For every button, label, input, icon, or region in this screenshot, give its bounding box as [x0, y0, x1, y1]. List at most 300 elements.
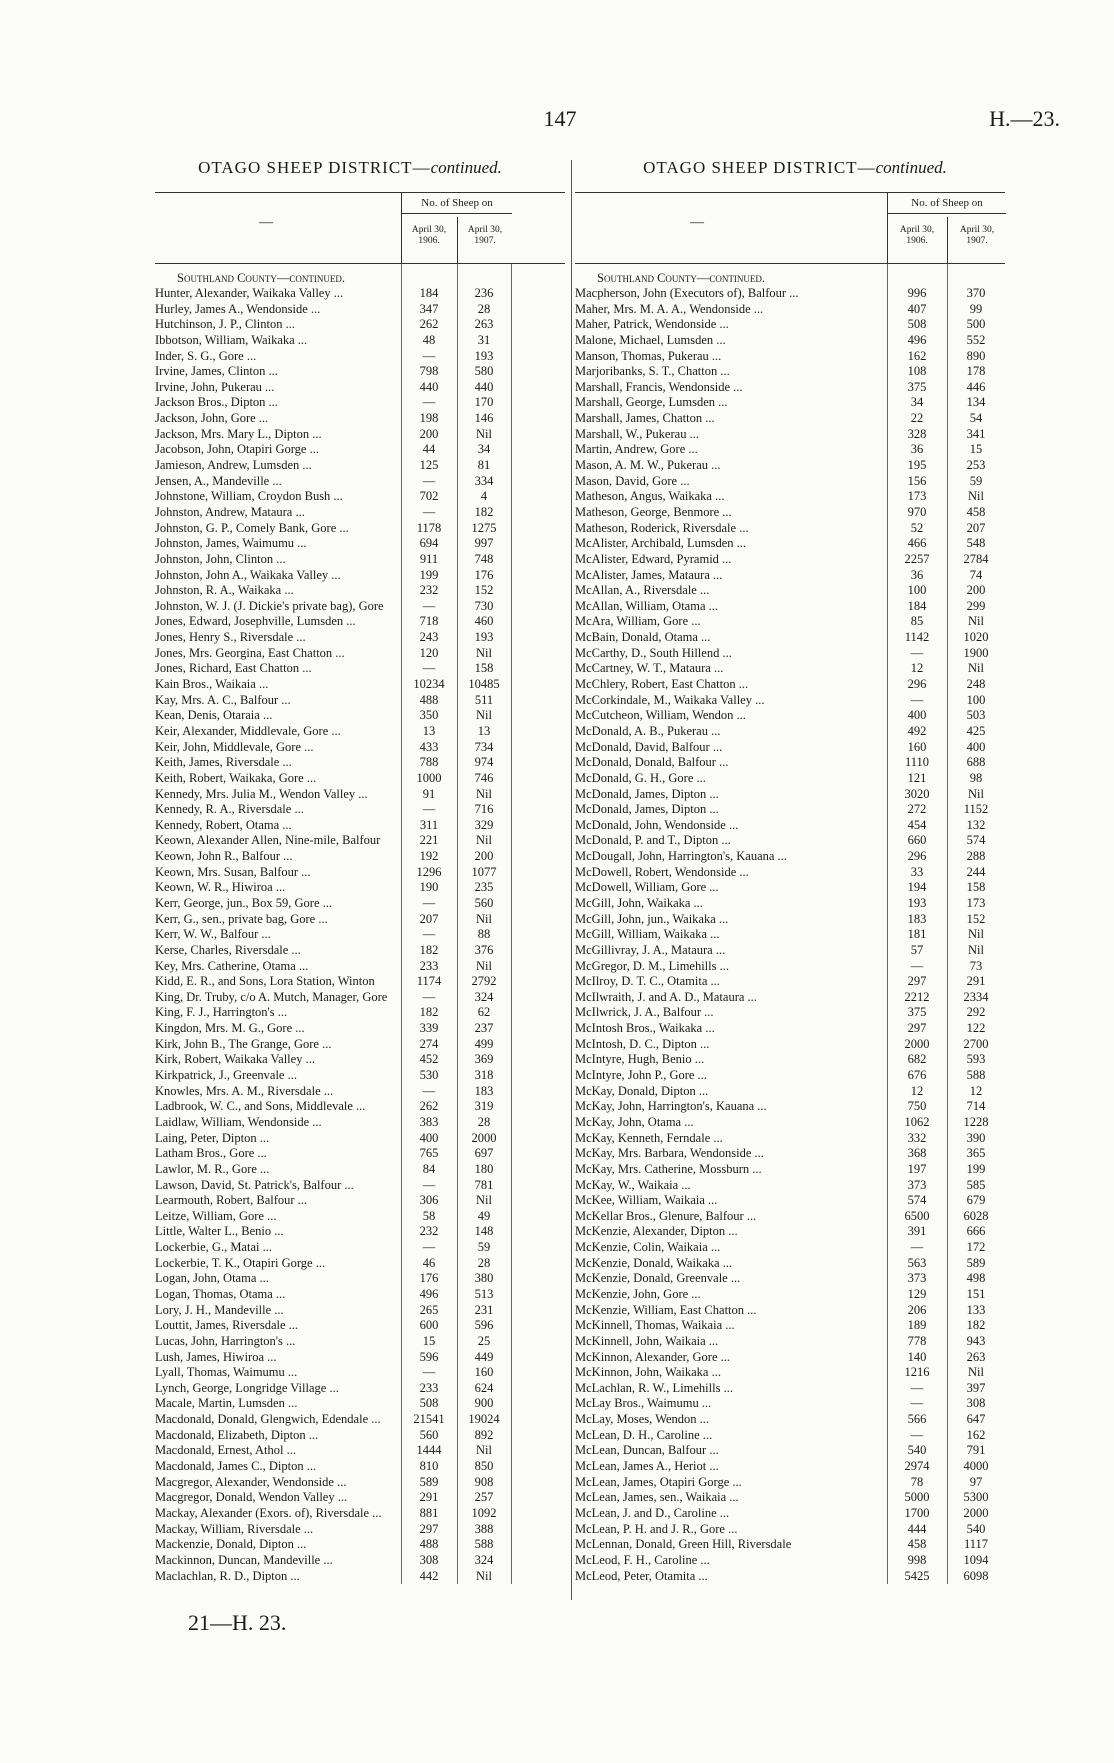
row-name: McIlwraith, J. and A. D., Mataura ... [575, 989, 757, 1004]
row-name: McKay, John, Harrington's, Kauana ... [575, 1099, 767, 1114]
table-row [155, 1052, 565, 1068]
row-name: McDonald, Donald, Balfour ... [575, 755, 729, 770]
right-table-body [575, 264, 1005, 1584]
row-name: Maher, Patrick, Wendonside ... [575, 317, 729, 332]
table-row [155, 1037, 565, 1053]
row-name: Maher, Mrs. M. A. A., Wendonside ... [575, 301, 764, 316]
row-value-1907: 714 [966, 1099, 986, 1114]
row-value-1907: 183 [474, 1083, 494, 1098]
row-value-1906: 308 [419, 1552, 439, 1567]
row-name: McGillivray, J. A., Mataura ... [575, 942, 726, 957]
table-row [575, 442, 1005, 458]
table-row [155, 1428, 565, 1444]
row-value-1907: 380 [474, 1271, 494, 1286]
table-row [575, 1553, 1005, 1569]
row-value-1906: 233 [419, 1380, 439, 1395]
row-name: McGregor, D. M., Limehills ... [575, 958, 729, 973]
row-value-1907: 292 [966, 1005, 986, 1020]
row-name: McKinnon, John, Waikaka ... [575, 1365, 721, 1380]
table-row [155, 1271, 565, 1287]
table-row [575, 1162, 1005, 1178]
row-value-1907: 589 [966, 1255, 986, 1270]
row-name: Jamieson, Andrew, Lumsden ... [155, 458, 312, 473]
row-value-1906: 120 [419, 645, 439, 660]
row-value-1906: 2974 [904, 1459, 930, 1474]
row-name: Logan, John, Otama ... [155, 1271, 269, 1286]
right-vline-2 [947, 264, 948, 1584]
table-row [155, 568, 565, 584]
row-name: McKay, John, Otama ... [575, 1114, 694, 1129]
table-row [575, 1052, 1005, 1068]
row-value-1907: 781 [474, 1177, 494, 1192]
row-value-1906: — [910, 645, 924, 660]
row-value-1906: 207 [419, 911, 439, 926]
row-value-1906: 297 [419, 1521, 439, 1536]
row-name: Kirk, John B., The Grange, Gore ... [155, 1036, 332, 1051]
row-name: McKee, William, Waikaia ... [575, 1193, 718, 1208]
row-value-1907: 943 [966, 1333, 986, 1348]
row-value-1907: 890 [966, 348, 986, 363]
row-value-1907: 2334 [963, 989, 989, 1004]
row-value-1906: 765 [419, 1146, 439, 1161]
row-value-1907: 449 [474, 1349, 494, 1364]
row-value-1907: 1117 [963, 1537, 989, 1552]
row-value-1906: 184 [419, 286, 439, 300]
row-value-1906: 58 [422, 1208, 436, 1223]
row-value-1907: 54 [969, 411, 983, 426]
row-name: McKinnell, Thomas, Waikaia ... [575, 1318, 735, 1333]
left-col2-header: April 30, 1907. [467, 225, 503, 246]
row-value-1907: 2700 [963, 1036, 989, 1051]
row-value-1906: 373 [907, 1271, 927, 1286]
row-value-1907: 498 [966, 1271, 986, 1286]
row-value-1907: 647 [966, 1412, 986, 1427]
row-value-1906: 129 [907, 1287, 927, 1301]
row-name: McDonald, P. and T., Dipton ... [575, 833, 731, 848]
row-value-1906: 189 [907, 1318, 927, 1333]
table-row [155, 1240, 565, 1256]
row-value-1906: — [422, 1083, 436, 1098]
table-row [575, 1490, 1005, 1506]
table-row [155, 1412, 565, 1428]
table-row [155, 521, 565, 537]
row-name: McKenzie, Donald, Waikaka ... [575, 1255, 733, 1270]
left-rows [155, 286, 565, 1584]
table-row [155, 959, 565, 975]
table-row [575, 317, 1005, 333]
row-value-1907: 588 [474, 1537, 494, 1552]
row-value-1906: 194 [907, 880, 927, 895]
table-row [575, 1131, 1005, 1147]
row-name: McLean, J. and D., Caroline ... [575, 1505, 730, 1520]
row-value-1906: 1142 [904, 630, 930, 645]
table-row [575, 1099, 1005, 1115]
table-row [155, 661, 565, 677]
table-row [155, 427, 565, 443]
row-value-1906: 78 [910, 1474, 924, 1489]
row-value-1907: 5300 [963, 1490, 989, 1505]
row-name: McKenzie, Colin, Waikaia ... [575, 1240, 721, 1255]
row-value-1907: 1092 [471, 1505, 497, 1520]
row-value-1906: 375 [907, 1005, 927, 1020]
table-row [575, 927, 1005, 943]
row-value-1906: 33 [910, 864, 924, 879]
table-row [575, 1475, 1005, 1491]
table-row [155, 302, 565, 318]
left-title-suffix: continued. [430, 158, 502, 177]
row-value-1907: 324 [474, 1552, 494, 1567]
row-value-1906: 589 [419, 1474, 439, 1489]
row-name: Latham Bros., Gore ... [155, 1146, 267, 1161]
row-value-1907: 624 [474, 1380, 494, 1395]
row-value-1906: 184 [907, 598, 927, 613]
table-row [575, 974, 1005, 990]
row-value-1906: — [422, 598, 436, 613]
row-name: McCorkindale, M., Waikaka Valley ... [575, 692, 765, 707]
row-value-1907: Nil [476, 786, 492, 801]
row-name: Kennedy, Robert, Otama ... [155, 817, 292, 832]
row-value-1907: 172 [966, 1240, 986, 1255]
row-value-1907: 133 [966, 1302, 986, 1317]
table-row [575, 849, 1005, 865]
row-value-1906: 694 [419, 536, 439, 551]
row-value-1906: 121 [907, 770, 927, 785]
table-row [575, 943, 1005, 959]
row-name: Matheson, Roderick, Riversdale ... [575, 520, 749, 535]
row-value-1906: 34 [910, 395, 924, 410]
row-value-1907: 25 [477, 1333, 491, 1348]
row-name: McGill, John, jun., Waikaka ... [575, 911, 729, 926]
table-row [155, 1553, 565, 1569]
row-value-1907: 158 [966, 880, 986, 895]
row-name: Johnston, John A., Waikaka Valley ... [155, 567, 341, 582]
row-value-1906: 272 [907, 802, 927, 817]
row-value-1906: 192 [419, 849, 439, 864]
row-value-1906: 2257 [904, 551, 930, 566]
table-row [155, 802, 565, 818]
row-value-1907: 446 [966, 379, 986, 394]
row-value-1906: 600 [419, 1318, 439, 1333]
table-row [155, 1209, 565, 1225]
row-value-1907: 73 [969, 958, 983, 973]
left-vline-1 [401, 264, 402, 1584]
row-value-1907: 28 [477, 1255, 491, 1270]
row-name: Jacobson, John, Otapiri Gorge ... [155, 442, 319, 457]
table-row [155, 927, 565, 943]
row-name: Kennedy, Mrs. Julia M., Wendon Valley ... [155, 786, 368, 801]
row-name: Jackson, Mrs. Mary L., Dipton ... [155, 426, 322, 441]
table-row [155, 1334, 565, 1350]
row-value-1906: — [910, 1396, 924, 1411]
right-rows [575, 286, 1005, 1584]
row-name: Leitze, William, Gore ... [155, 1208, 277, 1223]
row-value-1906: — [910, 1427, 924, 1442]
row-name: King, Dr. Truby, c/o A. Mutch, Manager, Gore [155, 989, 388, 1004]
row-value-1907: 200 [474, 849, 494, 864]
row-name: McKenzie, Alexander, Dipton ... [575, 1224, 738, 1239]
row-value-1907: 81 [477, 458, 491, 473]
table-row [575, 693, 1005, 709]
row-name: McGill, William, Waikaka ... [575, 927, 720, 942]
table-row [575, 1021, 1005, 1037]
table-row [155, 1569, 565, 1585]
row-name: McKinnon, Alexander, Gore ... [575, 1349, 731, 1364]
row-name: Kay, Mrs. A. C., Balfour ... [155, 692, 291, 707]
row-value-1906: 540 [907, 1443, 927, 1458]
row-value-1907: 15 [969, 442, 983, 457]
table-row [575, 536, 1005, 552]
row-name: McKay, Donald, Dipton ... [575, 1083, 709, 1098]
row-value-1907: 59 [477, 1240, 491, 1255]
table-row [575, 1209, 1005, 1225]
table-row [155, 614, 565, 630]
table-row [575, 1334, 1005, 1350]
right-title-main: OTAGO SHEEP DISTRICT— [643, 158, 876, 177]
row-name: Lawson, David, St. Patrick's, Balfour ... [155, 1177, 354, 1192]
table-row [155, 505, 565, 521]
row-value-1907: 734 [474, 739, 494, 754]
row-value-1907: 458 [966, 504, 986, 519]
row-value-1906: 262 [419, 317, 439, 332]
table-row [575, 1084, 1005, 1100]
table-row [155, 1459, 565, 1475]
row-name: Jones, Mrs. Georgina, East Chatton ... [155, 645, 345, 660]
row-value-1906: 36 [910, 442, 924, 457]
right-name-header: — [690, 215, 704, 230]
row-value-1906: 496 [419, 1287, 439, 1301]
row-value-1907: 98 [969, 770, 983, 785]
row-name: Keith, James, Riversdale ... [155, 755, 292, 770]
row-value-1907: 291 [966, 974, 986, 989]
row-value-1907: 500 [966, 317, 986, 332]
row-value-1907: 746 [474, 770, 494, 785]
row-name: McIlwrick, J. A., Balfour ... [575, 1005, 714, 1020]
table-row [575, 1287, 1005, 1303]
row-name: Keir, Alexander, Middlevale, Gore ... [155, 723, 341, 738]
table-row [155, 724, 565, 740]
row-value-1906: 91 [422, 786, 436, 801]
row-value-1907: 329 [474, 817, 494, 832]
row-name: McCutcheon, William, Wendon ... [575, 708, 746, 723]
row-name: Keir, John, Middlevale, Gore ... [155, 739, 314, 754]
row-name: McLennan, Donald, Green Hill, Riversdale [575, 1537, 792, 1552]
table-row [575, 349, 1005, 365]
row-name: McLay Bros., Waimumu ... [575, 1396, 712, 1411]
row-value-1906: 156 [907, 473, 927, 488]
row-name: Macpherson, John (Executors of), Balfour ... [575, 286, 799, 300]
table-row [575, 505, 1005, 521]
table-row [575, 880, 1005, 896]
table-row [155, 1224, 565, 1240]
row-name: McKenzie, William, East Chatton ... [575, 1302, 757, 1317]
row-name: Johnston, W. J. (J. Dickie's private bag), Gore [155, 598, 384, 613]
row-value-1907: 560 [474, 895, 494, 910]
table-row [575, 1443, 1005, 1459]
table-row [575, 1005, 1005, 1021]
row-name: Jones, Henry S., Riversdale ... [155, 630, 306, 645]
row-value-1907: Nil [476, 1443, 492, 1458]
row-value-1907: 152 [966, 911, 986, 926]
table-row [155, 865, 565, 881]
row-value-1907: 152 [474, 583, 494, 598]
row-name: Kerr, G., sen., private bag, Gore ... [155, 911, 328, 926]
table-row [155, 708, 565, 724]
row-value-1907: 99 [969, 301, 983, 316]
row-value-1906: — [422, 1177, 436, 1192]
row-value-1907: 513 [474, 1287, 494, 1301]
row-name: Keith, Robert, Waikaka, Gore ... [155, 770, 317, 785]
row-value-1907: 1020 [963, 630, 989, 645]
row-value-1907: 716 [474, 802, 494, 817]
table-row [575, 646, 1005, 662]
row-name: Marshall, George, Lumsden ... [575, 395, 728, 410]
row-name: Johnston, R. A., Waikaka ... [155, 583, 294, 598]
row-value-1906: 1296 [416, 864, 442, 879]
row-name: Macgregor, Donald, Wendon Valley ... [155, 1490, 348, 1505]
row-value-1906: 173 [907, 489, 927, 504]
row-value-1906: 262 [419, 1099, 439, 1114]
right-sheep-table [575, 192, 1005, 1584]
row-name: Kerr, George, jun., Box 59, Gore ... [155, 895, 333, 910]
table-row [575, 489, 1005, 505]
row-value-1906: 400 [419, 1130, 439, 1145]
row-value-1907: 263 [474, 317, 494, 332]
row-name: McDowell, Robert, Wendonside ... [575, 864, 749, 879]
row-value-1907: 200 [966, 583, 986, 598]
row-value-1907: 791 [966, 1443, 986, 1458]
row-name: Key, Mrs. Catherine, Otama ... [155, 958, 309, 973]
row-value-1907: 97 [969, 1474, 983, 1489]
row-value-1906: 1700 [904, 1505, 930, 1520]
row-name: Marjoribanks, S. T., Chatton ... [575, 364, 730, 379]
row-value-1907: 974 [474, 755, 494, 770]
table-row [575, 474, 1005, 490]
row-name: McIlroy, D. T. C., Otamita ... [575, 974, 720, 989]
row-value-1907: 182 [966, 1318, 986, 1333]
table-row [155, 849, 565, 865]
table-row [575, 833, 1005, 849]
row-name: McAlister, James, Mataura ... [575, 567, 723, 582]
table-row [155, 771, 565, 787]
row-value-1906: 810 [419, 1459, 439, 1474]
row-name: Keown, Mrs. Susan, Balfour ... [155, 864, 311, 879]
row-name: Johnston, James, Waimumu ... [155, 536, 307, 551]
row-name: McLean, Duncan, Balfour ... [575, 1443, 719, 1458]
row-name: McChlery, Robert, East Chatton ... [575, 677, 749, 692]
row-value-1906: 881 [419, 1505, 439, 1520]
row-value-1906: 140 [907, 1349, 927, 1364]
row-value-1907: 182 [474, 504, 494, 519]
row-name: McDonald, G. H., Gore ... [575, 770, 706, 785]
row-name: McLean, P. H. and J. R., Gore ... [575, 1521, 738, 1536]
row-name: McKenzie, John, Gore ... [575, 1287, 701, 1301]
row-value-1906: — [422, 661, 436, 676]
table-row [575, 1037, 1005, 1053]
row-value-1906: 85 [910, 614, 924, 629]
row-value-1906: 676 [907, 1068, 927, 1083]
left-vline-2 [457, 264, 458, 1584]
table-row [575, 1271, 1005, 1287]
table-row [575, 1146, 1005, 1162]
table-row [575, 802, 1005, 818]
row-value-1906: 1110 [904, 755, 930, 770]
table-row [155, 1193, 565, 1209]
row-value-1906: — [422, 802, 436, 817]
row-value-1906: 108 [907, 364, 927, 379]
row-value-1907: 334 [474, 473, 494, 488]
row-value-1907: 173 [966, 895, 986, 910]
row-name: Irvine, John, Pukerau ... [155, 379, 275, 394]
table-row [575, 1350, 1005, 1366]
row-value-1907: Nil [476, 1193, 492, 1208]
table-row [575, 1381, 1005, 1397]
table-row [155, 912, 565, 928]
table-row [155, 1146, 565, 1162]
row-name: Kerr, W. W., Balfour ... [155, 927, 271, 942]
table-row [155, 990, 565, 1006]
row-value-1907: Nil [476, 911, 492, 926]
row-name: McDowell, William, Gore ... [575, 880, 719, 895]
row-value-1906: 454 [907, 817, 927, 832]
row-name: Learmouth, Robert, Balfour ... [155, 1193, 308, 1208]
table-row [575, 1506, 1005, 1522]
row-value-1907: 688 [966, 755, 986, 770]
table-row [575, 1412, 1005, 1428]
row-value-1906: 274 [419, 1036, 439, 1051]
row-value-1906: 243 [419, 630, 439, 645]
row-value-1906: 232 [419, 1224, 439, 1239]
row-value-1906: — [422, 927, 436, 942]
table-row [155, 630, 565, 646]
table-row [575, 677, 1005, 693]
row-value-1907: Nil [476, 1568, 492, 1583]
row-name: McDonald, John, Wendonside ... [575, 817, 739, 832]
row-name: Matheson, George, Benmore ... [575, 504, 732, 519]
row-value-1906: 182 [419, 1005, 439, 1020]
table-row [155, 286, 565, 302]
row-value-1906: 52 [910, 520, 924, 535]
row-value-1906: 195 [907, 458, 927, 473]
right-title-suffix: continued. [875, 158, 947, 177]
row-name: Keown, Alexander Allen, Nine-mile, Balfour [155, 833, 381, 848]
table-row [575, 1522, 1005, 1538]
row-value-1906: 198 [419, 411, 439, 426]
table-row [575, 552, 1005, 568]
row-name: Louttit, James, Riversdale ... [155, 1318, 299, 1333]
row-value-1906: 200 [419, 426, 439, 441]
row-value-1907: Nil [968, 1365, 984, 1380]
table-row [575, 959, 1005, 975]
row-value-1907: 593 [966, 1052, 986, 1067]
table-row [155, 599, 565, 615]
row-value-1906: 5425 [904, 1568, 930, 1583]
left-name-header: — [259, 215, 273, 230]
table-row [575, 818, 1005, 834]
row-value-1906: 183 [907, 911, 927, 926]
row-value-1906: 2212 [904, 989, 930, 1004]
row-value-1906: 1062 [904, 1114, 930, 1129]
row-value-1907: 1094 [963, 1552, 989, 1567]
row-value-1906: 458 [907, 1537, 927, 1552]
row-name: McLay, Moses, Wendon ... [575, 1412, 710, 1427]
row-value-1906: 996 [907, 286, 927, 300]
row-value-1906: 433 [419, 739, 439, 754]
table-row [155, 1303, 565, 1319]
row-value-1907: 2000 [963, 1505, 989, 1520]
row-value-1906: 296 [907, 677, 927, 692]
row-name: McGill, John, Waikaka ... [575, 895, 703, 910]
row-name: Logan, Thomas, Otama ... [155, 1287, 286, 1301]
